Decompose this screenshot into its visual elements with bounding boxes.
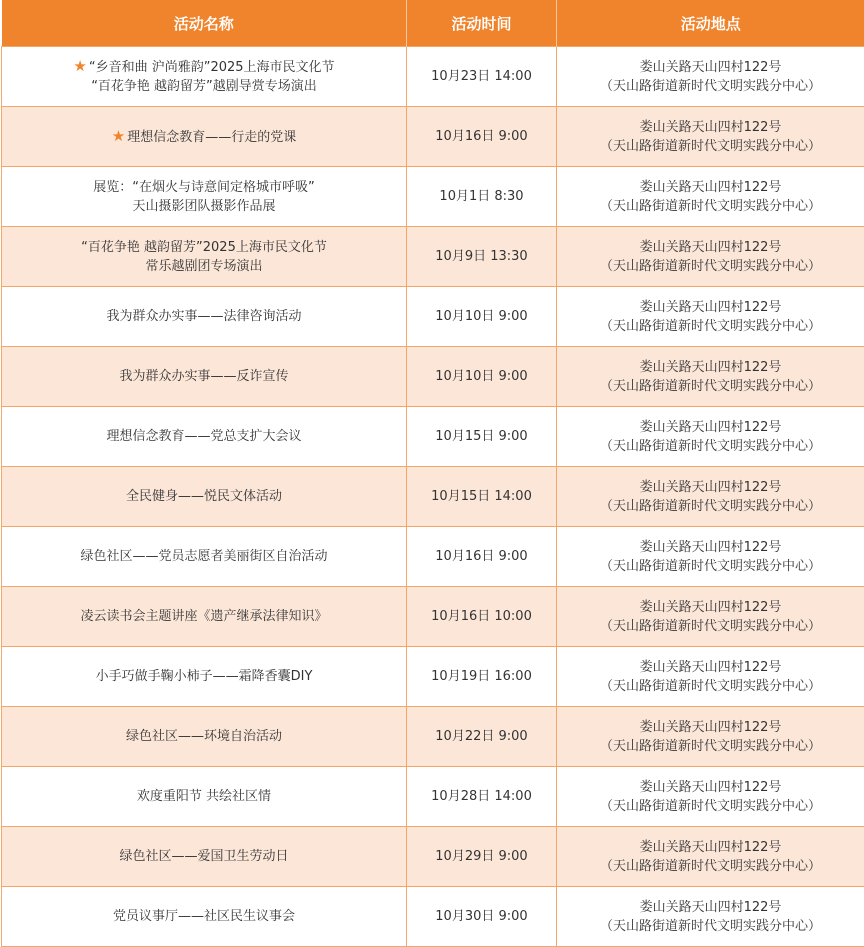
activity-location-line: 娄山关路天山四村122号 [639, 599, 782, 615]
activity-location-line: （天山路街道新时代文明实践分中心） [599, 918, 821, 934]
activity-name-cell [2, 527, 407, 587]
activity-name-line [6, 127, 402, 147]
table-row [2, 587, 864, 647]
table-row [2, 167, 864, 227]
activity-time-cell: 10月28日 14:00 [407, 767, 557, 827]
activity-name-cell [2, 47, 407, 107]
activity-location-line: 娄山关路天山四村122号 [639, 899, 782, 915]
activity-name-text: 展览：“在烟火与诗意间定格城市呼吸” [93, 179, 315, 195]
activity-time-cell: 10月9日 13:30 [407, 227, 557, 287]
activity-location-line: 娄山关路天山四村122号 [639, 779, 782, 795]
activity-location-line: 娄山关路天山四村122号 [639, 59, 782, 75]
activity-name-text: 我为群众办实事——法律咨询活动 [106, 309, 302, 324]
activity-location-cell [557, 407, 864, 467]
activity-location-cell [557, 707, 864, 767]
activity-name-text: 欢度重阳节 共绘社区情 [136, 789, 272, 804]
activity-location-cell [557, 527, 864, 587]
table-row [2, 347, 864, 407]
activity-location-line: 娄山关路天山四村122号 [639, 419, 782, 435]
activity-name-cell [2, 467, 407, 527]
activity-location-line: 娄山关路天山四村122号 [639, 839, 782, 855]
activity-name-text: 小手巧做手鞠小柿子——霜降香囊DIY [95, 669, 313, 684]
activity-name-cell [2, 407, 407, 467]
activity-time-cell: 10月16日 9:00 [407, 527, 557, 587]
column-header-name: 活动名称 [2, 0, 407, 47]
activity-location-line: 娄山关路天山四村122号 [639, 179, 782, 195]
activity-location-line: 娄山关路天山四村122号 [639, 479, 782, 495]
activity-name-line [6, 257, 402, 276]
activity-name-cell [2, 287, 407, 347]
activity-table [1, 0, 864, 947]
table-row [2, 707, 864, 767]
table-row [2, 527, 864, 587]
activity-name-cell [2, 107, 407, 167]
activity-name-cell [2, 767, 407, 827]
table-row [2, 767, 864, 827]
activity-location-cell [557, 347, 864, 407]
activity-location-cell [557, 287, 864, 347]
activity-location-cell [557, 167, 864, 227]
activity-name-text: 党员议事厅——社区民生议事会 [112, 909, 295, 924]
table-row [2, 887, 864, 947]
activity-name-line [6, 607, 402, 626]
activity-location-cell [557, 107, 864, 167]
activity-time-cell: 10月15日 9:00 [407, 407, 557, 467]
activity-time-cell: 10月15日 14:00 [407, 467, 557, 527]
activity-name-text: “百花争艳 越韵留芳”越剧导赏专场演出 [91, 79, 317, 94]
activity-name-cell [2, 887, 407, 947]
activity-location-line: （天山路街道新时代文明实践分中心） [599, 618, 821, 634]
activity-time-cell: 10月29日 9:00 [407, 827, 557, 887]
activity-name-line [6, 787, 402, 806]
activity-location-cell [557, 887, 864, 947]
activity-name-cell [2, 707, 407, 767]
activity-location-line: 娄山关路天山四村122号 [639, 239, 782, 255]
table-row [2, 827, 864, 887]
activity-location-line: （天山路街道新时代文明实践分中心） [599, 198, 821, 214]
activity-name-line [6, 367, 402, 386]
table-row [2, 467, 864, 527]
activity-location-line: （天山路街道新时代文明实践分中心） [599, 438, 821, 454]
activity-location-cell [557, 767, 864, 827]
column-header-time: 活动时间 [407, 0, 557, 47]
activity-location-cell [557, 227, 864, 287]
activity-name-cell [2, 587, 407, 647]
table-row [2, 47, 864, 107]
activity-name-text: 绿色社区——党员志愿者美丽街区自治活动 [80, 549, 328, 564]
activity-name-cell [2, 347, 407, 407]
activity-location-line: （天山路街道新时代文明实践分中心） [599, 678, 821, 694]
activity-name-cell [2, 827, 407, 887]
activity-name-text: 我为群众办实事——反诈宣传 [119, 369, 289, 384]
activity-name-cell [2, 167, 407, 227]
activity-name-cell [2, 227, 407, 287]
activity-name-line [6, 487, 402, 506]
activity-name-text: 凌云读书会主题讲座《遗产继承法律知识》 [80, 609, 328, 624]
activity-name-text: 理想信念教育——行走的党课 [127, 129, 297, 145]
activity-name-line [6, 847, 402, 866]
activity-time-cell: 10月1日 8:30 [407, 167, 557, 227]
activity-time-cell: 10月10日 9:00 [407, 347, 557, 407]
activity-location-line: （天山路街道新时代文明实践分中心） [599, 738, 821, 754]
activity-location-line: （天山路街道新时代文明实践分中心） [599, 498, 821, 514]
column-header-location: 活动地点 [557, 0, 864, 47]
table-row [2, 287, 864, 347]
activity-location-line: 娄山关路天山四村122号 [639, 539, 782, 555]
activity-name-line [6, 667, 402, 686]
activity-time-cell: 10月16日 9:00 [407, 107, 557, 167]
activity-location-cell [557, 827, 864, 887]
activity-location-cell [557, 587, 864, 647]
activity-name-text: 绿色社区——爱国卫生劳动日 [119, 849, 289, 864]
activity-location-line: （天山路街道新时代文明实践分中心） [599, 558, 821, 574]
table-row [2, 107, 864, 167]
activity-name-line [6, 307, 402, 326]
activity-name-text: 常乐越剧团专场演出 [145, 258, 263, 274]
activity-time-cell: 10月16日 10:00 [407, 587, 557, 647]
activity-location-line: （天山路街道新时代文明实践分中心） [599, 858, 821, 874]
activity-location-line: （天山路街道新时代文明实践分中心） [599, 318, 821, 334]
table-row [2, 647, 864, 707]
activity-location-line: 娄山关路天山四村122号 [639, 719, 782, 735]
activity-location-line: （天山路街道新时代文明实践分中心） [599, 78, 821, 94]
table-header-row [2, 0, 864, 47]
activity-location-line: （天山路街道新时代文明实践分中心） [599, 798, 821, 814]
activity-name-line [6, 77, 402, 96]
activity-location-line: 娄山关路天山四村122号 [639, 299, 782, 315]
activity-location-cell [557, 467, 864, 527]
activity-name-line [6, 57, 402, 77]
activity-name-line [6, 727, 402, 746]
star-icon: ★ [111, 126, 126, 145]
activity-time-cell: 10月10日 9:00 [407, 287, 557, 347]
activity-location-cell [557, 47, 864, 107]
activity-location-line: （天山路街道新时代文明实践分中心） [599, 258, 821, 274]
activity-name-text: 绿色社区——环境自治活动 [125, 729, 282, 744]
activity-name-text: 全民健身——悦民文体活动 [125, 489, 282, 504]
star-icon: ★ [73, 57, 87, 75]
activity-time-cell: 10月23日 14:00 [407, 47, 557, 107]
activity-name-line [6, 238, 402, 257]
activity-location-line: （天山路街道新时代文明实践分中心） [599, 138, 821, 154]
activity-name-text: 天山摄影团队摄影作品展 [132, 198, 276, 214]
activity-name-line [6, 427, 402, 446]
activity-name-text: “百花争艳 越韵留芳”2025上海市民文化节 [81, 239, 327, 255]
table-row [2, 227, 864, 287]
activity-name-line [6, 907, 402, 926]
activity-time-cell: 10月30日 9:00 [407, 887, 557, 947]
activity-name-line [6, 547, 402, 566]
table-row [2, 407, 864, 467]
activity-location-line: 娄山关路天山四村122号 [639, 119, 782, 135]
activity-location-cell [557, 647, 864, 707]
activity-location-line: 娄山关路天山四村122号 [639, 359, 782, 375]
activity-name-cell [2, 647, 407, 707]
table-body [2, 47, 864, 947]
activity-location-line: 娄山关路天山四村122号 [639, 659, 782, 675]
activity-name-text: “乡音和曲 沪尚雅韵”2025上海市民文化节 [88, 60, 335, 75]
activity-time-cell: 10月19日 16:00 [407, 647, 557, 707]
activity-name-line [6, 178, 402, 197]
activity-time-cell: 10月22日 9:00 [407, 707, 557, 767]
activity-name-line [6, 197, 402, 216]
activity-location-line: （天山路街道新时代文明实践分中心） [599, 378, 821, 394]
activity-name-text: 理想信念教育——党总支扩大会议 [106, 429, 302, 444]
